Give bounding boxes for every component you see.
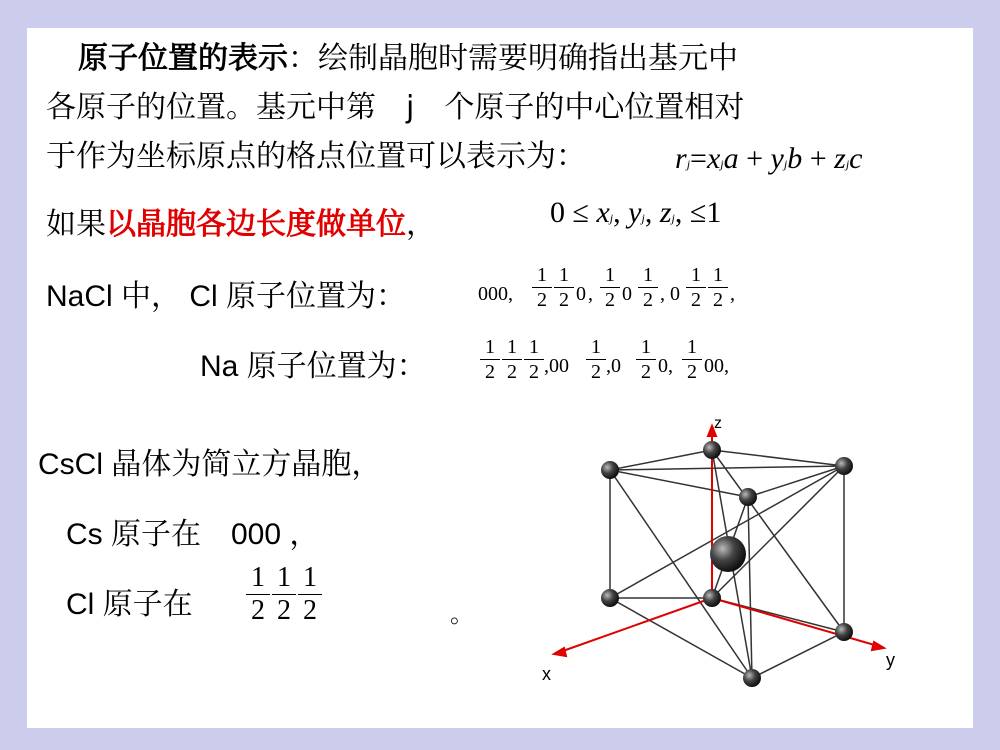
nacl-cl-positions xyxy=(478,263,758,329)
frac-den: 2 xyxy=(507,361,517,383)
range-sep: , xyxy=(644,196,653,229)
formula-plus: + xyxy=(746,142,764,175)
range-zero: 0 xyxy=(550,196,565,229)
intro-line-1 xyxy=(78,42,738,76)
edge xyxy=(610,470,748,497)
formula-z: z xyxy=(834,142,846,175)
edge xyxy=(610,450,712,470)
range-sub: j xyxy=(671,211,675,225)
range-sub: j xyxy=(641,211,645,225)
frac-num: 1 xyxy=(554,265,574,288)
frac-den: 2 xyxy=(643,289,653,311)
cs-atom xyxy=(703,441,721,459)
fraction-half xyxy=(636,337,656,382)
pos-text: ,0 xyxy=(606,355,621,377)
range-y: y xyxy=(628,196,642,229)
x-axis-label: x xyxy=(542,664,551,684)
formula-sub: j xyxy=(845,157,850,171)
unit-line xyxy=(46,208,436,242)
formula-r: r xyxy=(675,142,687,175)
formula-plus: + xyxy=(809,142,827,175)
pos-text: 00, xyxy=(704,355,729,377)
cl-atom-center xyxy=(710,536,746,572)
cscl-line-1: CsCl 晶体为简立方晶胞， xyxy=(38,448,382,481)
edge xyxy=(752,632,844,678)
fraction-half xyxy=(554,265,574,310)
formula-c: c xyxy=(849,142,863,175)
frac-num: 1 xyxy=(600,265,620,288)
nacl-na-positions xyxy=(478,335,758,401)
formula-sub: j xyxy=(686,157,691,171)
fraction-half xyxy=(246,564,270,625)
cscl-cl-position xyxy=(242,562,332,642)
frac-den: 2 xyxy=(529,361,539,383)
intro-line-2: 各原子的位置。基元中第 j 个原子的中心位置相对 xyxy=(46,90,745,125)
range-le: ≤ xyxy=(689,196,707,229)
cs-atom xyxy=(835,623,853,641)
frac-den: 2 xyxy=(303,595,317,626)
x-arrow-icon xyxy=(554,648,566,656)
z-axis-label: z xyxy=(714,415,722,432)
cs-atom xyxy=(703,589,721,607)
frac-num: 1 xyxy=(246,564,270,595)
pos-zero: 0 xyxy=(622,283,632,305)
diagonal xyxy=(610,466,844,598)
nacl-na-label: Na 原子位置为： xyxy=(200,350,427,383)
fraction-half xyxy=(686,265,706,310)
frac-den: 2 xyxy=(559,289,569,311)
pos-text: 0, xyxy=(658,355,673,377)
range-sep: , xyxy=(674,196,683,229)
range-sep: , xyxy=(613,196,621,229)
frac-num: 1 xyxy=(682,337,702,360)
frac-den: 2 xyxy=(251,595,265,626)
fraction-half xyxy=(682,337,702,382)
range-le: ≤ xyxy=(572,196,589,229)
fraction-half xyxy=(524,337,544,382)
range-sub: j xyxy=(609,211,614,225)
cs-atom xyxy=(601,589,619,607)
formula-sub: j xyxy=(720,157,724,171)
pos-text: 000, xyxy=(478,283,513,305)
cscl-line-3: Cl 原子在 xyxy=(66,588,193,621)
frac-num: 1 xyxy=(686,265,706,288)
diagonal xyxy=(748,497,752,678)
position-formula xyxy=(675,142,863,181)
range-one: 1 xyxy=(706,196,722,229)
diagonal xyxy=(712,466,844,598)
cscl-unit-cell-figure xyxy=(530,410,910,690)
formula-x: x xyxy=(706,142,721,175)
frac-den: 2 xyxy=(687,361,697,383)
range-x: x xyxy=(596,196,610,229)
heading-colon: ： xyxy=(288,41,318,76)
pos-comma: , xyxy=(660,283,665,305)
frac-num: 1 xyxy=(480,337,500,360)
frac-den: 2 xyxy=(691,289,701,311)
cscl-line-2: Cs 原子在 000 ， xyxy=(66,518,320,551)
frac-num: 1 xyxy=(708,265,728,288)
fraction-half xyxy=(600,265,620,310)
fraction-half xyxy=(708,265,728,310)
unit-prefix: 如果 xyxy=(46,207,106,242)
fraction-half xyxy=(298,564,322,625)
range-formula xyxy=(550,196,721,235)
frac-den: 2 xyxy=(641,361,651,383)
formula-equals: = xyxy=(690,142,707,175)
pos-comma: , xyxy=(588,283,593,305)
y-arrow-icon xyxy=(872,642,884,650)
frac-num: 1 xyxy=(586,337,606,360)
intro-line-1-text: 绘制晶胞时需要明确指出基元中 xyxy=(318,41,738,76)
cs-atom xyxy=(601,461,619,479)
formula-sub: j xyxy=(783,157,788,171)
frac-den: 2 xyxy=(713,289,723,311)
pos-zero: 0 xyxy=(576,283,586,305)
frac-num: 1 xyxy=(636,337,656,360)
frac-num: 1 xyxy=(298,564,322,595)
cs-atom xyxy=(743,669,761,687)
frac-num: 1 xyxy=(524,337,544,360)
frac-num: 1 xyxy=(532,265,552,288)
fraction-half xyxy=(638,265,658,310)
cs-atom xyxy=(739,488,757,506)
frac-num: 1 xyxy=(272,564,296,595)
fraction-half xyxy=(480,337,500,382)
edge xyxy=(712,450,844,466)
frac-num: 1 xyxy=(638,265,658,288)
frac-den: 2 xyxy=(605,289,615,311)
formula-a: a xyxy=(723,142,739,175)
formula-y: y xyxy=(770,142,784,175)
intro-line-3: 于作为坐标原点的格点位置可以表示为： xyxy=(46,139,586,174)
x-axis xyxy=(560,598,712,652)
frac-den: 2 xyxy=(591,361,601,383)
range-z: z xyxy=(659,196,672,229)
fraction-half xyxy=(586,337,606,382)
frac-den: 2 xyxy=(537,289,547,311)
frac-den: 2 xyxy=(485,361,495,383)
cscl-period: 。 xyxy=(450,600,474,628)
fraction-half xyxy=(532,265,552,310)
section-heading: 原子位置的表示 xyxy=(78,41,288,76)
frac-num: 1 xyxy=(502,337,522,360)
pos-comma: , xyxy=(730,283,735,305)
cs-atom xyxy=(835,457,853,475)
unit-comma: ， xyxy=(406,207,436,242)
fraction-half xyxy=(272,564,296,625)
fraction-half xyxy=(502,337,522,382)
edge xyxy=(610,466,844,470)
atoms xyxy=(601,441,853,687)
frac-den: 2 xyxy=(277,595,291,626)
diagonal xyxy=(610,470,752,678)
pos-zero: 0 xyxy=(670,283,680,305)
y-axis xyxy=(712,598,878,646)
pos-text: ,00 xyxy=(544,355,569,377)
unit-highlight: 以晶胞各边长度做单位 xyxy=(106,207,406,242)
formula-b: b xyxy=(787,142,803,175)
y-axis-label: y xyxy=(886,650,895,670)
nacl-cl-label: NaCl 中， Cl 原子位置为： xyxy=(46,280,407,313)
